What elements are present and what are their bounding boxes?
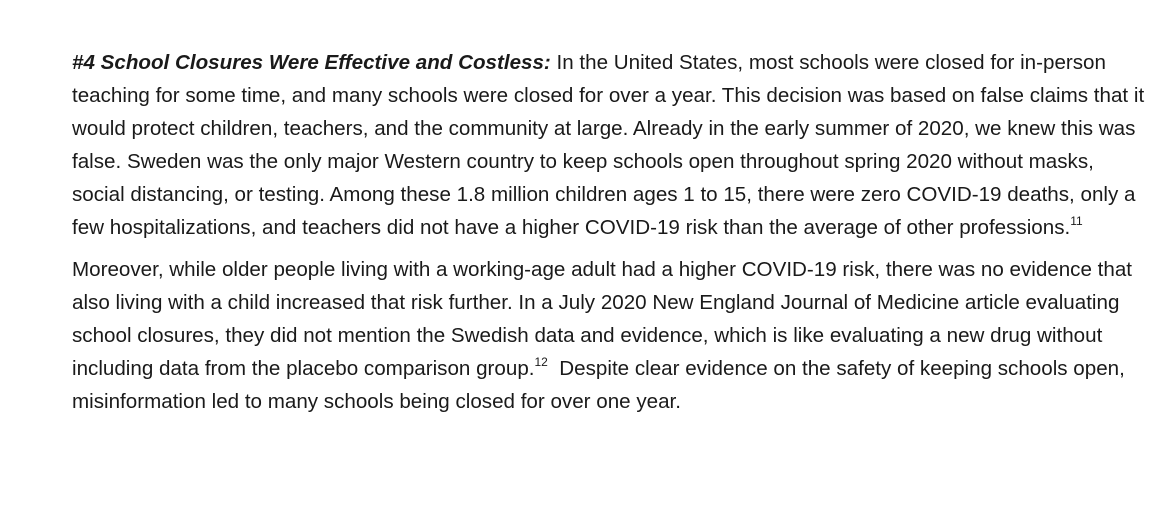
- document-body: [72, 46, 1147, 418]
- section-heading: #4 School Closures Were Effective and Costless:: [72, 51, 551, 74]
- paragraph-2-text-a: Moreover, while older people living with a working-age adult had a higher COVID-19 risk, there was no evidence that also living with a child increased that risk further. In a July 2020 New England Journal of Medicine article evaluating school closures, they did not mention the Swedish data and evidence, which is like evaluating a new drug without including data from the placebo comparison group.: [72, 258, 1133, 380]
- footnote-marker-12: 12: [534, 355, 548, 369]
- footnote-marker-11: 11: [1070, 214, 1083, 228]
- paragraph-1-text: In the United States, most schools were closed for in-person teaching for some time, and many schools were closed for over a year. This decision was based on false claims that it would protect children, teachers, and the community at large. Already in the early summer of 2020, we knew this was false. Sweden was the only major Western country to keep schools open throughout spring 2020 without masks, social distancing, or testing. Among these 1.8 million children ages 1 to 15, there were zero COVID-19 deaths, only a few hospitalizations, and teachers did not have a higher COVID-19 risk than the average of other professions.: [72, 51, 1145, 239]
- paragraph-2: [72, 253, 1147, 418]
- paragraph-2-text-b: Despite clear evidence on the safety of keeping schools open, misinformation led to many schools being closed for over one year.: [72, 357, 1131, 413]
- paragraph-1: [72, 46, 1147, 244]
